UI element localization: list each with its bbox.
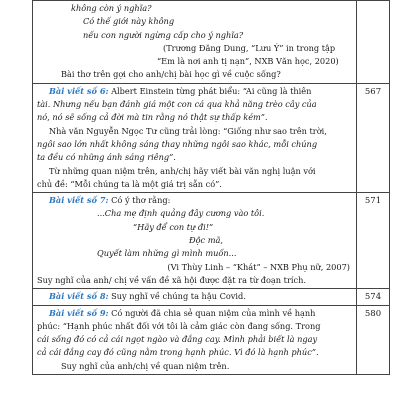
poem-line: không còn ý nghĩa? bbox=[71, 3, 152, 13]
row-content bbox=[33, 289, 357, 305]
document-page bbox=[32, 0, 390, 375]
table-row bbox=[33, 289, 390, 305]
text-line: ta đều có những ánh sáng riêng”. bbox=[37, 152, 176, 163]
text-line: Từ những quan niệm trên, anh/chị hãy viết bài văn nghị luận với bbox=[49, 165, 316, 176]
text-line: nó, nó sẽ sống cả đời mà tin rằng nó thật sự thấp kém”. bbox=[37, 112, 268, 123]
page-number: 567 bbox=[357, 83, 390, 192]
text-line: tài. Nhưng nếu bạn đánh giá một con cá qua khả năng trèo cây của bbox=[37, 99, 317, 110]
page-number: 574 bbox=[357, 289, 390, 305]
essay-title: Bài viết số 9: bbox=[49, 307, 109, 318]
text-line: cả cái đắng cay đó cũng nằm trong hạnh phúc. Vì đó là hạnh phúc”. bbox=[37, 347, 319, 358]
text-line: Nhà văn Nguyễn Ngọc Tư cũng trải lòng: “Giống như sao trên trời, bbox=[49, 125, 327, 136]
text-line: chủ đề: “Mỗi chúng ta là một giá trị sẵn có”. bbox=[37, 178, 222, 189]
text-line: phúc: “Hạnh phúc nhất đối với tôi là cảm giác còn đang sống. Trong bbox=[37, 320, 321, 331]
page-number: 580 bbox=[357, 305, 390, 374]
text-line: Bài viết số 6: Albert Einstein từng phát biểu: “Ai cũng là thiên bbox=[49, 85, 312, 96]
poem-line: Quyết làm những gì mình muốn... bbox=[97, 248, 237, 259]
text-line: Bài viết số 7: Có ý thơ rằng: bbox=[49, 195, 171, 206]
table-row bbox=[33, 1, 390, 84]
question-line: Suy nghĩ của anh/chị về quan niệm trên. bbox=[61, 360, 230, 371]
table-row bbox=[33, 193, 390, 289]
poem-line: nếu con người ngừng cấp cho ý nghĩa? bbox=[83, 29, 244, 40]
page-number: 571 bbox=[357, 193, 390, 289]
row-content bbox=[33, 1, 357, 84]
poem-line: “Hãy để con tự đi!” bbox=[133, 221, 214, 232]
text-line: Bài viết số 8: Suy nghĩ về chúng ta hậu Covid. bbox=[49, 291, 246, 302]
page-number bbox=[357, 1, 390, 84]
table-row bbox=[33, 83, 390, 192]
row-content bbox=[33, 193, 357, 289]
text-line: cái sống đó có cả cái ngọt ngào và đắng cay. Mình phải biết là ngay bbox=[37, 334, 318, 345]
row-content bbox=[33, 305, 357, 374]
text-line: ngôi sao lớn nhất không sáng thay những ngôi sao khác, mỗi chúng bbox=[37, 138, 318, 149]
question-line: Bài thơ trên gợi cho anh/chị bài học gì về cuộc sống? bbox=[61, 69, 281, 80]
table-row bbox=[33, 305, 390, 374]
source-line: (Vi Thùy Linh – “Khát” – NXB Phụ nữ, 2007) bbox=[167, 261, 350, 272]
poem-line: ...Cha mẹ định quảng đây cương vào tôi. bbox=[97, 208, 265, 219]
row-content bbox=[33, 83, 357, 192]
poem-line: Độc mã, bbox=[189, 235, 223, 246]
source-line: “Em là nơi anh tị nạn”, NXB Văn học, 2020) bbox=[157, 56, 339, 67]
source-line: (Trương Đăng Dung, “Lưu Ý” in trong tập bbox=[163, 42, 336, 53]
text-line: Bài viết số 9: Có người đã chia sẻ quan niệm của mình về hạnh bbox=[49, 307, 316, 318]
essay-title: Bài viết số 6: bbox=[49, 85, 109, 96]
poem-line: Có thế giới này không bbox=[83, 16, 175, 27]
essay-table bbox=[32, 0, 390, 375]
question-line: Suy nghĩ của anh/ chị về vấn đề xã hội được đặt ra từ đoạn trích. bbox=[37, 274, 306, 285]
essay-title: Bài viết số 7: bbox=[49, 195, 109, 206]
essay-title: Bài viết số 8: bbox=[49, 291, 109, 302]
